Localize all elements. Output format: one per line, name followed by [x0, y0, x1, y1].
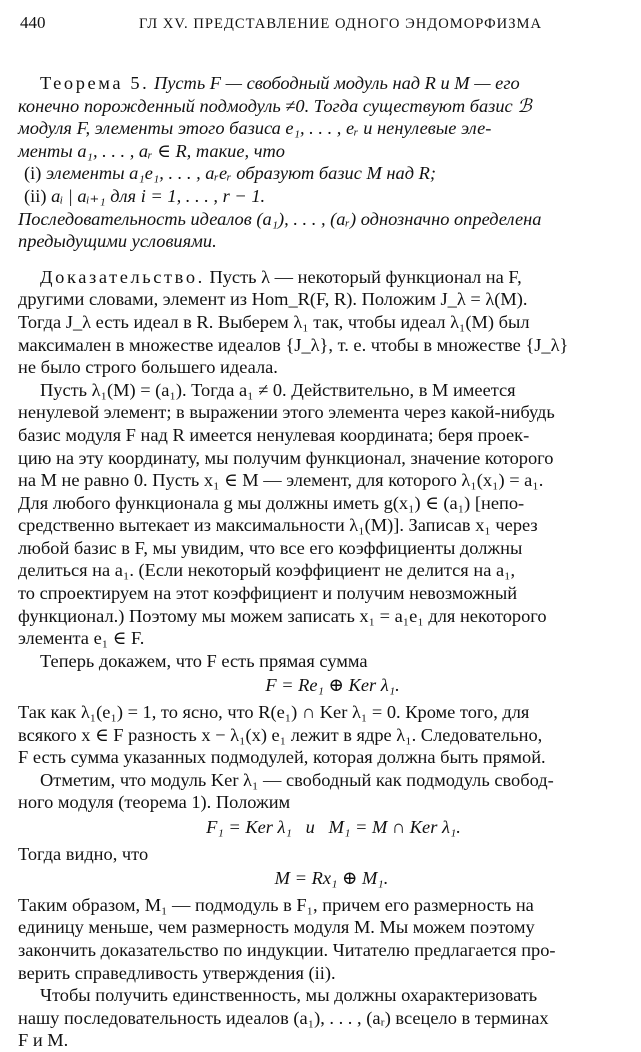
formula-direct-sum: F = Re₁ ⊕ Ker λ₁.	[265, 675, 400, 696]
proof-line: делиться на a₁. (Если некоторый коэффициент не делится на a₁,	[18, 560, 516, 581]
proof-line: максимален в множестве идеалов {J_λ}, т. е. чтобы в множестве {J_λ}	[18, 334, 569, 355]
proof-line: F и M.	[18, 1030, 69, 1051]
proof-line: Для любого функционала g мы должны иметь g(x₁) ∈ (a₁) [непо-	[18, 492, 525, 513]
proof-line: Так как λ₁(e₁) = 1, то ясно, что R(e₁) ∩ Ker λ₁ = 0. Кроме того, для	[18, 702, 530, 723]
proof-line: верить справедливость утверждения (ii).	[18, 962, 336, 983]
theorem-line: конечно порожденный подмодуль ≠0. Тогда существуют базис ℬ	[18, 95, 532, 116]
proof-line: единицу меньше, чем размерность модуля M. Мы можем поэтому	[18, 917, 535, 938]
proof-line: F есть сумма указанных подмодулей, которая должна быть прямой.	[18, 747, 546, 768]
proof-label: Доказательство.	[40, 266, 205, 287]
proof-line: функционал.) Поэтому мы можем записать x₁ = a₁e₁ для некоторого	[18, 605, 547, 626]
proof-line: ного модуля (теорема 1). Положим	[18, 792, 291, 813]
running-title: ГЛ XV. ПРЕДСТАВЛЕНИЕ ОДНОГО ЭНДОМОРФИЗМА	[138, 16, 543, 32]
proof-line: то спроектируем на этот коэффициент и получим невозможный	[18, 583, 518, 604]
proof-line: любой базис в F, мы увидим, что все его коэффициенты должны	[18, 537, 523, 558]
item-text: aᵢ | aᵢ₊₁ для i = 1, . . . , r − 1.	[51, 185, 266, 206]
item-marker: (i)	[24, 163, 42, 184]
proof-line: на M не равно 0. Пусть x₁ ∈ M — элемент, для которого λ₁(x₁) = a₁.	[18, 470, 544, 491]
theorem-label: Теорема 5.	[40, 73, 150, 93]
proof-line: базис модуля F над R имеется ненулевая координата; беря проек-	[18, 424, 530, 445]
proof-line: цию на эту координату, мы получим функционал, значение которого	[18, 447, 554, 468]
page-header	[18, 12, 623, 38]
proof-block	[18, 266, 623, 1052]
theorem-line: предыдущими условиями.	[18, 231, 217, 252]
theorem-line: менты a₁, . . . , aᵣ ∈ R, такие, что	[18, 140, 285, 161]
formula-definitions: F₁ = Ker λ₁ и M₁ = M ∩ Ker λ₁.	[206, 817, 461, 837]
theorem-text: Пусть F — свободный модуль над R и M — его	[153, 73, 520, 93]
proof-line: Пусть λ₁(M) = (a₁). Тогда a₁ ≠ 0. Действительно, в M имеется	[40, 379, 516, 400]
page-number: 440	[20, 13, 46, 32]
item-text: элементы a₁e₁, . . . , aᵣeᵣ образуют базис M над R;	[45, 163, 437, 184]
item-marker: (ii)	[24, 185, 47, 206]
proof-line: нашу последовательность идеалов (a₁), . . . , (aᵣ) всецело в терминах	[18, 1007, 549, 1028]
theorem-line	[18, 72, 623, 95]
proof-text: Пусть λ — некоторый функционал на F,	[209, 266, 522, 287]
theorem-block	[18, 72, 623, 253]
proof-line: закончить доказательство по индукции. Читателю предлагается про-	[18, 939, 556, 960]
formula-decomposition: M = Rx₁ ⊕ M₁.	[274, 868, 389, 889]
proof-line: не было строго большего идеала.	[18, 357, 278, 378]
theorem-item-i	[18, 162, 623, 185]
proof-line	[18, 266, 623, 289]
proof-line: Тогда видно, что	[18, 843, 149, 864]
theorem-line: модуля F, элементы этого базиса e₁, . . . , eᵣ и ненулевые эле-	[18, 118, 492, 139]
proof-line: ненулевой элемент; в выражении этого элемента через какой-нибудь	[18, 402, 555, 423]
proof-line: всякого x ∈ F разность x − λ₁(x) e₁ лежит в ядре λ₁. Следовательно,	[18, 724, 543, 745]
proof-line: другими словами, элемент из Hom_R(F, R). Положим J_λ = λ(M).	[18, 289, 528, 310]
proof-line: средственно вытекает из максимальности λ₁(M)]. Записав x₁ через	[18, 515, 538, 536]
proof-line: Теперь докажем, что F есть прямая сумма	[40, 650, 368, 671]
proof-line: Отметим, что модуль Ker λ₁ — свободный как подмодуль свобод-	[40, 769, 554, 790]
proof-line: Тогда J_λ есть идеал в R. Выберем λ₁ так, чтобы идеал λ₁(M) был	[18, 311, 530, 332]
proof-line: элемента e₁ ∈ F.	[18, 628, 145, 649]
theorem-line: Последовательность идеалов (a₁), . . . , (aᵣ) однозначно определена	[18, 208, 542, 229]
proof-line: Таким образом, M₁ — подмодуль в F₁, причем его размерность на	[18, 894, 534, 915]
theorem-item-ii	[18, 185, 623, 208]
proof-line: Чтобы получить единственность, мы должны охарактеризовать	[40, 985, 538, 1006]
